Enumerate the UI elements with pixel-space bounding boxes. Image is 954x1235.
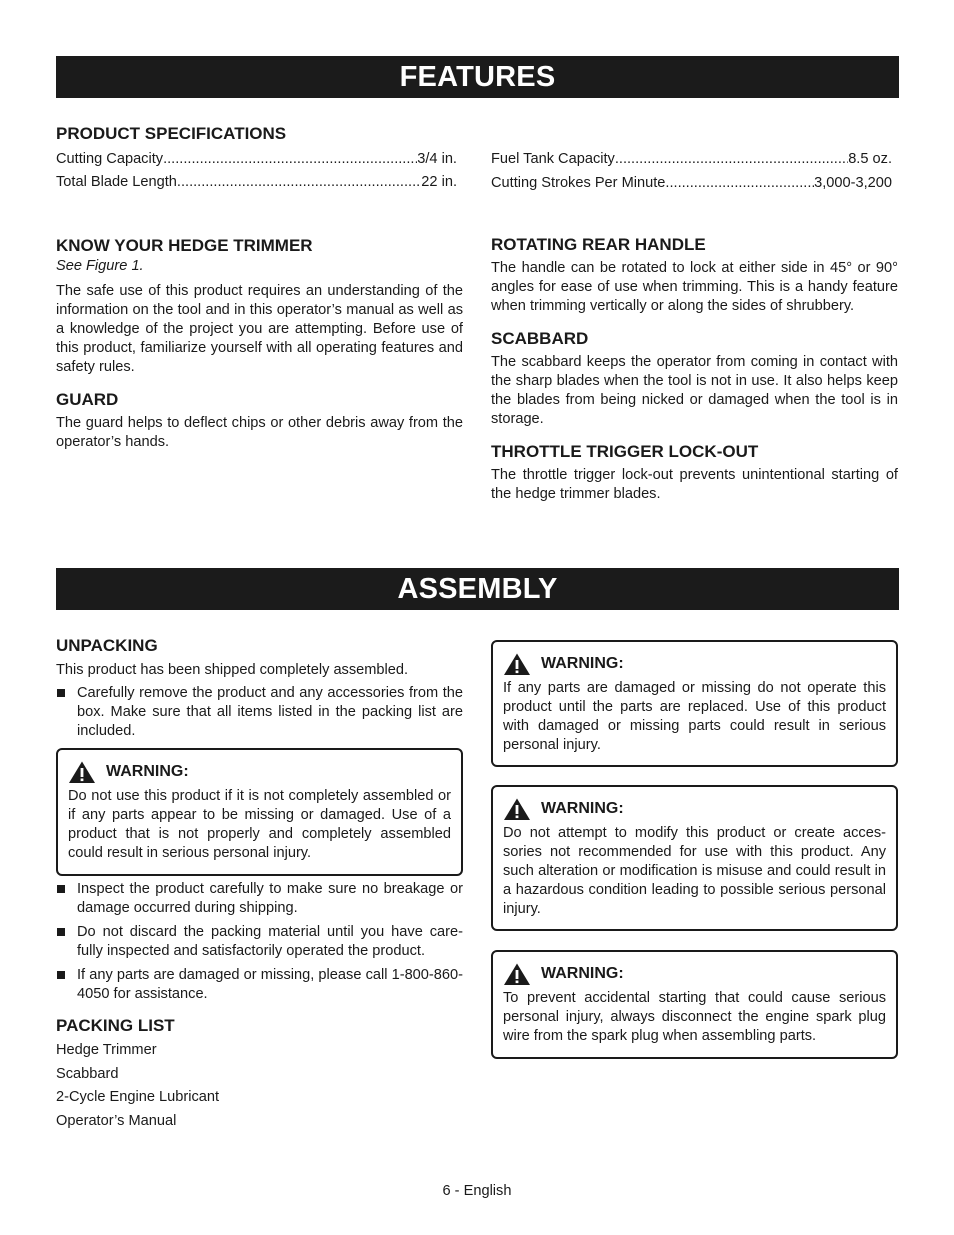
warning-triangle-icon bbox=[503, 652, 531, 676]
warning-triangle-icon bbox=[68, 760, 96, 784]
guard-text: The guard helps to deflect chips or other debris away from the operator’s hands. bbox=[56, 415, 463, 450]
rotating-text: The handle can be rotated to lock at either side in 45° or 90° angles for ease of use when trimming. This is a handy feature when trimming vertically or along the sides of shrubbery. bbox=[491, 260, 898, 314]
spec-fuel-tank-capacity: Fuel Tank Capacity ..... 8.5 oz. bbox=[491, 150, 892, 169]
throttle-text: The throttle trigger lock-out prevents unintentional starting of the hedge trimmer blades. bbox=[491, 467, 898, 502]
scabbard-heading: SCABBARD bbox=[491, 329, 589, 348]
warning-text: To prevent accidental starting that could cause serious personal injury, always disconnect the engine spark plug wire from the spark plug when assembling parts. bbox=[503, 990, 886, 1044]
packing-list bbox=[56, 1016, 463, 1133]
warning-box-modification bbox=[491, 785, 898, 931]
warning-label: WARNING: bbox=[541, 655, 624, 672]
bullet-square-icon bbox=[56, 966, 77, 1004]
scabbard-text: The scabbard keeps the operator from coming in contact with the sharp blades when the tool is not in use. It also helps keep the blades from being nicked or damaged when the tool is in storage. bbox=[491, 354, 898, 427]
list-item: Hedge Trimmer bbox=[56, 1042, 157, 1058]
warning-text: Do not use this product if it is not completely assembled or if any parts appear to be missing or damaged. Use of a product that is not properly and completely assembled could result in serious personal injury. bbox=[68, 788, 451, 861]
bullet-square-icon bbox=[56, 880, 77, 918]
spec-cutting-strokes: Cutting Strokes Per Minute ..... 3,000-3,200 bbox=[491, 174, 892, 193]
warning-box-incomplete-assembly bbox=[56, 748, 463, 876]
warning-triangle-icon bbox=[503, 962, 531, 986]
bullet-square-icon bbox=[56, 923, 77, 961]
packing-heading: PACKING LIST bbox=[56, 1016, 175, 1035]
warning-text: Do not attempt to modify this product or create acces-sories not recommended for use with this product. Any such alteration or modification is misuse and could result in a hazardous condition leading to possible serious personal injury. bbox=[503, 825, 886, 917]
throttle-heading: THROTTLE TRIGGER LOCK-OUT bbox=[491, 442, 759, 461]
unpacking-intro: This product has been shipped completely assembled. bbox=[56, 662, 409, 678]
assembly-banner: ASSEMBLY bbox=[56, 568, 899, 610]
spec-total-blade-length: Total Blade Length ..... 22 in. bbox=[56, 173, 457, 192]
warning-text: If any parts are damaged or missing do not operate this product until the parts are replaced. Use of this product with damaged or missing parts could result in serious personal injury. bbox=[503, 680, 886, 753]
warning-box-damaged-parts bbox=[491, 640, 898, 767]
unpacking-bullets bbox=[56, 880, 463, 1004]
know-text: The safe use of this product requires an understanding of the information on the tool and in this operator’s manual as well as a knowledge of the project you are attempting. Before use of this product, familiarize yourself with all operating features and safety rules. bbox=[56, 283, 463, 375]
warning-triangle-icon bbox=[503, 797, 531, 821]
unpacking-heading: UNPACKING bbox=[56, 636, 158, 655]
page-footer: 6 - English bbox=[442, 1183, 512, 1199]
guard-heading: GUARD bbox=[56, 390, 119, 409]
warning-label: WARNING: bbox=[541, 800, 624, 817]
unpacking-bullet: Do not discard the packing material until you have care-fully inspected and satisfactorily operated the product. bbox=[56, 923, 463, 961]
list-item: 2-Cycle Engine Lubricant bbox=[56, 1089, 220, 1105]
features-right-column bbox=[491, 235, 898, 504]
know-heading: KNOW YOUR HEDGE TRIMMER bbox=[56, 236, 313, 255]
warning-label: WARNING: bbox=[541, 965, 624, 982]
rotating-heading: ROTATING REAR HANDLE bbox=[491, 235, 706, 254]
bullet-square-icon bbox=[56, 684, 77, 741]
unpacking-bullet: Carefully remove the product and any accessories from the box. Make sure that all items listed in the packing list are included. bbox=[56, 684, 463, 741]
features-left-column bbox=[56, 236, 463, 452]
unpacking-bullet: If any parts are damaged or missing, please call 1-800-860-4050 for assistance. bbox=[56, 966, 463, 1004]
specs-heading: PRODUCT SPECIFICATIONS bbox=[56, 124, 287, 143]
spec-cutting-capacity: Cutting Capacity ..... 3/4 in. bbox=[56, 150, 457, 169]
unpacking-section bbox=[56, 636, 463, 741]
warning-label: WARNING: bbox=[106, 763, 189, 780]
list-item: Scabbard bbox=[56, 1065, 119, 1082]
unpacking-bullet: Inspect the product carefully to make sure no breakage or damage occurred during shipping. bbox=[56, 880, 463, 918]
warning-box-spark-plug bbox=[491, 950, 898, 1059]
see-figure-note: See Figure 1. bbox=[56, 258, 144, 274]
features-banner: FEATURES bbox=[56, 56, 899, 98]
list-item: Operator’s Manual bbox=[56, 1112, 177, 1129]
